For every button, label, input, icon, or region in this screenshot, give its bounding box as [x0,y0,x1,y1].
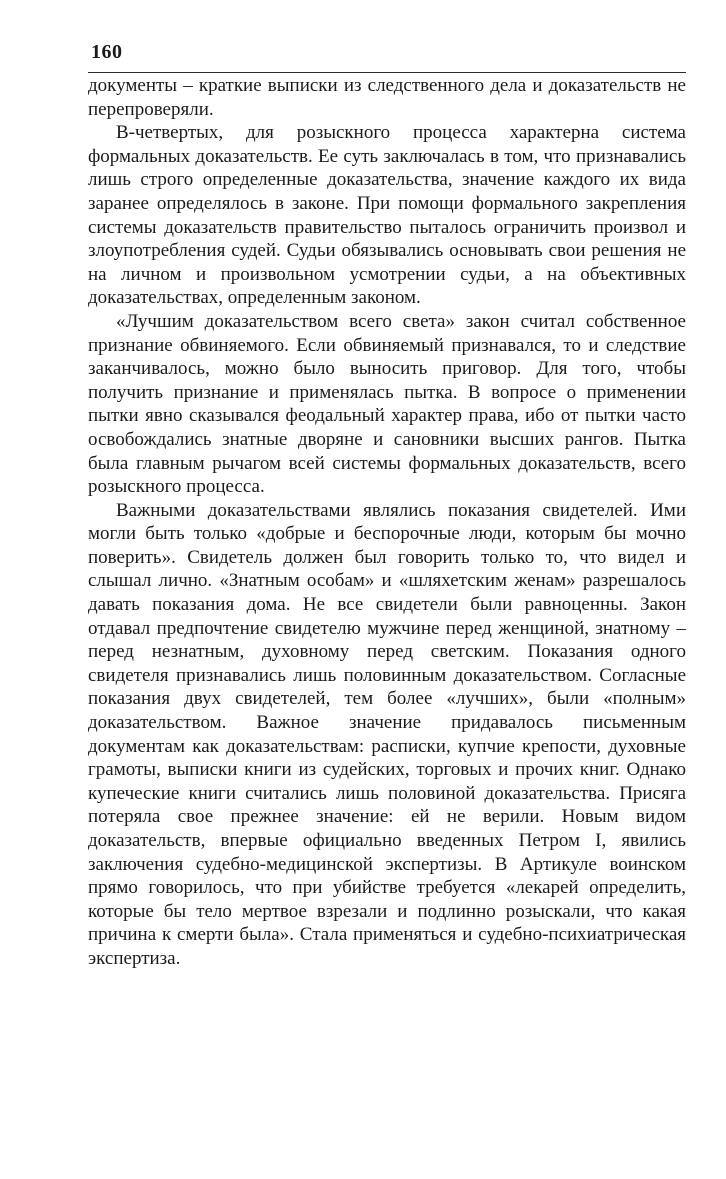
paragraph-formal-evidence: В-четвертых, для розыскного процесса характерна система формальных доказательств. Ее суть заключалась в том, что признавались лишь строго определенные доказательства, значение каждого их вида заранее определялось в законе. При помощи формального закрепления системы доказательств правительство пыталось ограничить произвол и злоупотребления судей. Судьи обязывались основывать свои решения не на личном и произвольном усмотрении судьи, а на объективных доказательствах, определенным законом. [88,122,686,309]
page-number: 160 [91,41,123,63]
paragraph-continuation: документы – краткие выписки из следственного дела и доказательств не перепроверяли. [88,75,686,120]
book-page [88,38,686,971]
paragraph-witnesses: Важными доказательствами являлись показания свидетелей. Ими могли быть только «добрые и беспорочные люди, которым бы мочно поверить». Свидетель должен был говорить только то, что видел и слышал лично. «Знатным особам» и «шляхетским женам» разрешалось давать показания дома. Не все свидетели были равноценны. Закон отдавал предпочтение свидетелю мужчине перед женщиной, знатному – перед незнатным, духовному перед светским. Показания одного свидетеля признавались лишь половинным доказательством. Согласные показания двух свидетелей, тем более «лучших», были «полным» доказательством. Важное значение придавалось письменным документам как доказательствам: расписки, купчие крепости, духовные грамоты, выписки книги из судейских, торговых и прочих книг. Однако купеческие книги считались лишь половиной доказательства. Присяга потеряла свое прежнее значение: ей не верили. Новым видом доказательств, впервые официально введенных Петром I, явились заключения судебно-медицинской экспертизы. В Артикуле воинском прямо говорилось, что при убийстве требуется «лекарей определить, которые бы тело мертвое взрезали и подлинно розыскали, что какая причина к смерти была». Стала применяться и судебно-психиатрическая экспертиза. [88,499,686,969]
body-text [88,74,686,971]
page-header [88,38,686,73]
paragraph-confession-torture: «Лучшим доказательством всего света» закон считал собственное признание обвиняемого. Если обвиняемый признавался, то и следствие заканчивалось, можно было выносить приговор. Для того, чтобы получить признание и применялась пытка. В вопросе о применении пытки явно сказывался феодальный характер права, ибо от пытки часто освобождались знатные дворяне и сановники высших рангов. Пытка была главным рычагом всей системы формальных доказательств, всего розыскного процесса. [88,310,686,498]
